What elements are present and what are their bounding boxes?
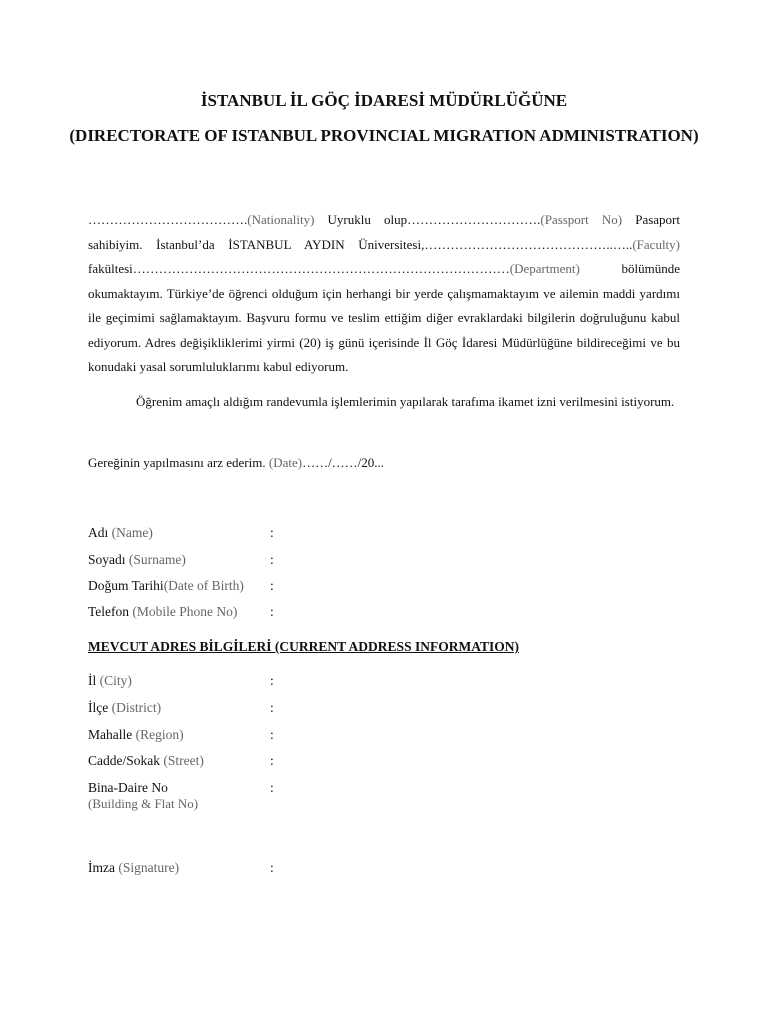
address-section-heading: MEVCUT ADRES BİLGİLERİ (CURRENT ADDRESS INFORMATION) <box>88 639 519 654</box>
signature-label: İmza (Signature) <box>88 860 180 875</box>
street-label: Cadde/Sokak (Street) <box>88 753 204 768</box>
district-field-row <box>88 700 274 716</box>
phone-label: Telefon (Mobile Phone No) <box>88 604 238 619</box>
date-blank: ……/……/20... <box>302 455 385 470</box>
signature-field-row <box>88 860 274 876</box>
nationality-label: (Nationality) <box>247 212 315 227</box>
faculty-blank: ……………………………………..….. <box>424 236 633 252</box>
name-field-row <box>88 525 274 541</box>
faculty-label: (Faculty) <box>632 236 680 252</box>
surname-field-row <box>88 552 274 568</box>
birth-date-field-colon: : <box>270 578 274 593</box>
city-field-colon: : <box>270 673 274 688</box>
building-flat-field-colon: : <box>270 780 274 795</box>
department-blank: …………………………………………………………………………… <box>132 261 510 276</box>
city-field-row <box>88 673 274 689</box>
surname-label: Soyadı (Surname) <box>88 552 186 567</box>
title-english: (DIRECTORATE OF ISTANBUL PROVINCIAL MIGRATION ADMINISTRATION) <box>69 126 699 145</box>
declaration-text-2: Pasaport sahibiyim. İstanbul’da İSTANBUL AYDIN Üniversitesi, <box>88 212 680 252</box>
region-field-colon: : <box>270 727 274 742</box>
declaration-text-1: Uyruklu olup <box>314 212 408 227</box>
name-field-colon: : <box>270 525 274 540</box>
phone-field-row <box>88 604 274 620</box>
passport-blank: …………………………. <box>407 212 541 227</box>
date-label: (Date) <box>265 455 303 470</box>
passport-label: (Passport No) <box>540 212 623 227</box>
request-paragraph: Öğrenim amaçlı aldığım randevumla işlemlerimin yapılarak tarafıma ikamet izni verilmesini istiyorum. <box>136 394 675 409</box>
region-field-row <box>88 727 274 743</box>
birth-date-field-row <box>88 578 274 594</box>
district-label: İlçe (District) <box>88 700 162 715</box>
region-label: Mahalle (Region) <box>88 727 184 742</box>
date-line <box>88 451 680 476</box>
birth-date-label: Doğum Tarihi(Date of Birth) <box>88 578 244 593</box>
department-label: (Department) <box>509 261 580 276</box>
declaration-text-3: fakültesi <box>88 261 133 276</box>
nationality-blank: ………………………………. <box>88 212 248 227</box>
building-flat-field-row <box>88 780 274 812</box>
surname-field-colon: : <box>270 552 274 567</box>
date-line-text: Gereğinin yapılmasını arz ederim. <box>88 455 266 470</box>
district-field-colon: : <box>270 700 274 715</box>
phone-field-colon: : <box>270 604 274 619</box>
declaration-text-4: bölümünde okumaktayım. Türkiye’de öğrenci olduğum için herhangi bir yerde çalışmamaktayım ve ailemin maddi yardımı ile geçimimi sağlamaktayım. Başvuru formu ve teslim ettiğim diğer evraklardaki bilgilerin doğruluğunu kabul ediyorum. Adres değişikliklerimi yirmi (20) iş günü içerisinde İl Göç İdaresi Müdürlüğüne bildireceğimi ve bu konudaki yasal sorumluluklarımı kabul ediyorum. <box>88 261 680 374</box>
signature-field-colon: : <box>270 860 274 875</box>
city-label: İl (City) <box>88 673 132 688</box>
name-label: Adı (Name) <box>88 525 153 540</box>
street-field-row <box>88 753 274 769</box>
title-turkish: İSTANBUL İL GÖÇ İDARESİ MÜDÜRLÜĞÜNE <box>200 91 568 110</box>
street-field-colon: : <box>270 753 274 768</box>
building-flat-label: Bina-Daire No (Building & Flat No) <box>88 780 199 811</box>
declaration-paragraph <box>88 208 680 380</box>
